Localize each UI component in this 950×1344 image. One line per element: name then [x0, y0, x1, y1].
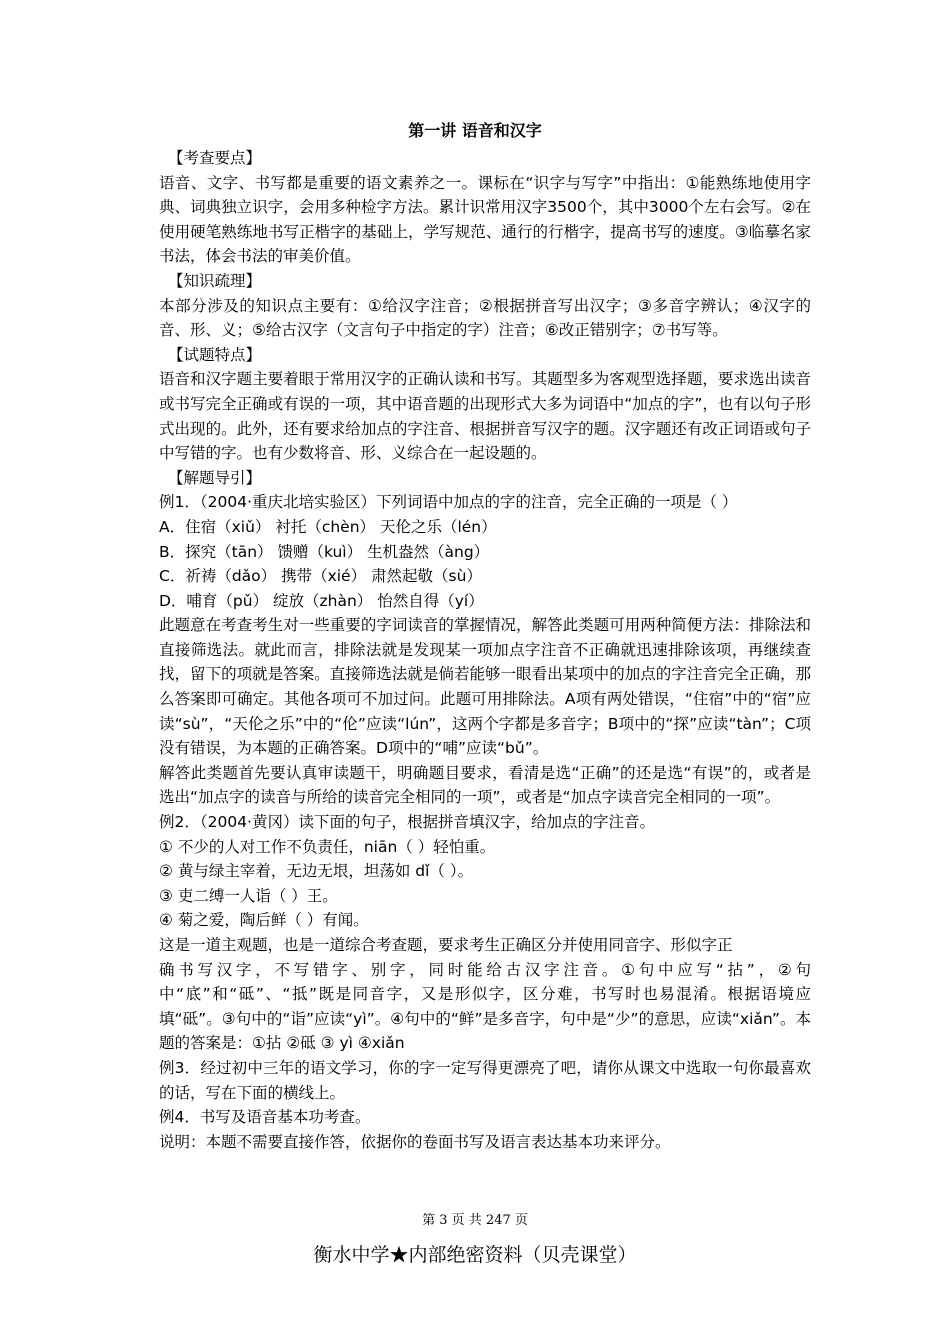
example-1-option-b: B．探究（tān） 馈赠（kuì） 生机盎然（àng）: [159, 542, 490, 561]
paragraph-kaocha: 语音、文字、书写都是重要的语文素养之一。课标在“识字与写字”中指出：①能熟练地使用字典、词典独立识字，会用多种检字方法。累计识常用汉字3500个，其中3000个左右会写。②在使用硬笔熟练地书写正楷字的基础上，学写规范、通行的行楷字，提高书写的速度。③临摹名家书法，体会书法的审美价值。: [159, 173, 811, 266]
example-2-analysis-first-line: 这是一道主观题，也是一道综合考查题，要求考生正确区分并使用同音字、形似字正: [159, 936, 733, 954]
example-3: 例3．经过初中三年的语文学习，你的字一定写得更漂亮了吧，请你从课文中选取一句你最喜欢的话，写在下面的横线上。: [159, 1058, 811, 1102]
example-1-option-c: C．祈祷（dǎo） 携带（xié） 肃然起敬（sù）: [159, 567, 482, 586]
example-2-item-2: ② 黄与绿主宰着，无边无垠，坦荡如 dǐ（ ）。: [159, 862, 474, 881]
example-1-question: 例1．（2004·重庆北培实验区）下列词语中加点的字的注音，完全正确的一项是（ ）: [159, 493, 738, 512]
example-4-note: 说明：本题不需要直接作答，依据你的卷面书写及语言表达基本功来评分。: [159, 1132, 671, 1151]
page-title: 第一讲 语音和汉字: [408, 121, 542, 140]
example-2-question: 例2．（2004·黄冈）读下面的句子，根据拼音填汉字，给加点的字注音。: [159, 813, 655, 832]
example-1-option-d: D．哺育（pǔ） 绽放（zhàn） 怡然自得（yí）: [159, 591, 484, 610]
example-4: 例4．书写及语音基本功考查。: [159, 1108, 371, 1127]
section-heading-kaocha: 【考查要点】: [168, 149, 262, 167]
footer-brand: 衡水中学★内部绝密资料（贝壳课堂）: [313, 1244, 637, 1266]
example-1-tip: 解答此类题首先要认真审读题干，明确题目要求，看清是选“正确”的还是选“有误”的，或者是选出“加点字的读音与所给的读音完全相同的一项”，或者是“加点字读音完全相同的一项”。: [159, 763, 811, 807]
page-number: 第 3 页 共 247 页: [422, 1213, 528, 1228]
section-heading-zhishi: 【知识疏理】: [168, 271, 262, 290]
example-2-item-4: ④ 菊之爱，陶后鲜（ ）有闻。: [159, 911, 369, 930]
document-body: [146, 146, 811, 1154]
example-2-item-1: ① 不少的人对工作不负责任，niān（ ）轻怕重。: [159, 837, 496, 856]
paragraph-zhishi: 本部分涉及的知识点主要有：①给汉字注音；②根据拼音写出汉字；③多音字辨认；④汉字的音、形、义；⑤给古汉字（文言句子中指定的字）注音；⑥改正错别字；⑦书写等。: [159, 296, 811, 340]
paragraph-shiti: 语音和汉字题主要着眼于常用汉字的正确认读和书写。其题型多为客观型选择题，要求选出读音或书写完全正确或有误的一项，其中语音题的出现形式大多为词语中“加点的字”，也有以句子形式出现的。此外，还有要求给加点的字注音、根据拼音写汉字的题。汉字题还有改正词语或句子中写错的字。也有少数将音、形、义综合在一起设题的。: [159, 370, 811, 463]
section-heading-jieti: 【解题导引】: [168, 468, 262, 487]
example-1-option-a: A．住宿（xiǔ） 衬托（chèn） 天伦之乐（lén）: [159, 517, 497, 536]
example-1-analysis: 此题意在考查考生对一些重要的字词读音的掌握情况，解答此类题可用两种简便方法：排除法和直接筛选法。就此而言，排除法就是发现某一项加点字注音不正确就迅速排除该项，再继续查找，留下的项就是答案。直接筛选法就是倘若能够一眼看出某项中的加点的字注音完全正确，那么答案即可确定。其他各项可不加过问。此题可用排除法。A项有两处错误，“住宿”中的“宿”应读“sù”，“天伦之乐”中的“伦”应读“lún”，这两个字都是多音字；B项中的“探”应读“tàn”；C项没有错误，为本题的正确答案。D项中的“哺”应读“bǔ”。: [159, 616, 811, 758]
example-2-analysis: 确书写汉字，不写错字、别字，同时能给古汉字注音。①句中应写“拈”，②句中“底”和“砥”、“抵”既是同音字，又是形似字，区分难，书写时也易混淆。根据语境应填“砥”。③句中的“诣”应读“yì”。④句中的“鲜”是多音字，句中是“少”的意思，应读“xiǎn”。本题的答案是：①拈 ②砥 ③ yì ④xiǎn: [159, 960, 811, 1053]
example-2-item-3: ③ 吏二缚一人诣（ ）王。: [159, 886, 338, 905]
section-heading-shiti: 【试题特点】: [168, 345, 262, 364]
